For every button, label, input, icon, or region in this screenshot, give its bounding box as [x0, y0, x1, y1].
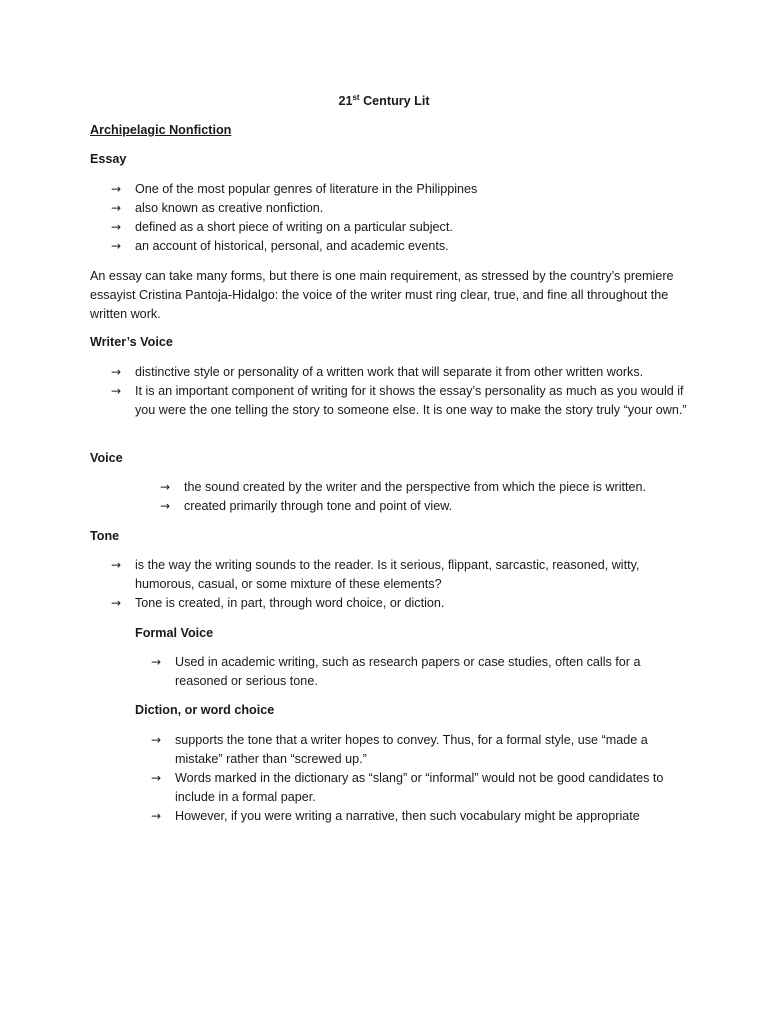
arrow-icon: → [151, 809, 162, 823]
title-number: 21 [338, 94, 353, 108]
heading-essay: Essay [90, 152, 127, 166]
list-item [111, 199, 691, 218]
arrow-icon: → [111, 596, 122, 610]
list-item [111, 363, 691, 382]
arrow-icon: → [160, 480, 171, 494]
list-item [160, 497, 700, 516]
list-item [111, 382, 691, 420]
list-item-text: created primarily through tone and point of view. [184, 499, 453, 513]
heading-voice: Voice [90, 451, 123, 465]
list-item-text: is the way the writing sounds to the reader. Is it serious, flippant, sarcastic, reasoned, witty, humorous, casual, or some mixture of these elements? [135, 558, 640, 591]
essay-paragraph: An essay can take many forms, but there is one main requirement, as stressed by the country’s premiere essayist Cristina Pantoja-Hidalgo: the voice of the writer must ring clear, true, and fine all throughout the written work. [90, 269, 674, 321]
list-item [151, 769, 686, 807]
list-item [151, 807, 686, 826]
writers-voice-bullet-list [111, 363, 691, 420]
arrow-icon: → [111, 558, 122, 572]
list-item-text: Words marked in the dictionary as “slang” or “informal” would not be good candidates to include in a formal paper. [175, 771, 664, 804]
arrow-icon: → [111, 384, 122, 398]
list-item-text: supports the tone that a writer hopes to convey. Thus, for a formal style, use “made a mistake” rather than “screwed up.” [175, 733, 648, 766]
list-item-text: Tone is created, in part, through word choice, or diction. [135, 596, 445, 610]
essay-bullet-list [111, 180, 691, 256]
list-item-text: defined as a short piece of writing on a particular subject. [135, 220, 453, 234]
list-item [151, 653, 661, 691]
heading-formal-voice: Formal Voice [135, 626, 214, 640]
heading-tone: Tone [90, 529, 120, 543]
list-item [111, 237, 691, 256]
list-item-text: also known as creative nonfiction. [135, 201, 324, 215]
list-item [151, 731, 686, 769]
title-rest: Century Lit [359, 94, 430, 108]
heading-diction: Diction, or word choice [135, 703, 275, 717]
formal-voice-bullet-list [151, 653, 661, 691]
page-title [0, 92, 768, 111]
arrow-icon: → [151, 655, 162, 669]
list-item [111, 218, 691, 237]
arrow-icon: → [111, 239, 122, 253]
list-item-text: However, if you were writing a narrative, then such vocabulary might be appropriate [175, 809, 640, 823]
list-item-text: the sound created by the writer and the perspective from which the piece is written. [184, 480, 647, 494]
list-item-text: It is an important component of writing for it shows the essay’s personality as much as you would if you were the one telling the story to someone else. It is one way to make the story truly “your own.” [135, 384, 687, 417]
voice-bullet-list [160, 478, 700, 516]
list-item [160, 478, 700, 497]
list-item-text: distinctive style or personality of a written work that will separate it from other written works. [135, 365, 644, 379]
arrow-icon: → [111, 220, 122, 234]
arrow-icon: → [160, 499, 171, 513]
list-item [111, 180, 691, 199]
arrow-icon: → [151, 733, 162, 747]
heading-writers-voice: Writer’s Voice [90, 335, 173, 349]
list-item-text: an account of historical, personal, and academic events. [135, 239, 449, 253]
arrow-icon: → [111, 201, 122, 215]
arrow-icon: → [151, 771, 162, 785]
tone-bullet-list [111, 556, 671, 613]
title-superscript: st [352, 93, 360, 102]
arrow-icon: → [111, 365, 122, 379]
list-item [111, 594, 671, 613]
list-item-text: Used in academic writing, such as research papers or case studies, often calls for a reasoned or serious tone. [175, 655, 641, 688]
list-item-text: One of the most popular genres of literature in the Philippines [135, 182, 478, 196]
list-item [111, 556, 671, 594]
arrow-icon: → [111, 182, 122, 196]
heading-archipelagic-nonfiction: Archipelagic Nonfiction [90, 123, 232, 137]
diction-bullet-list [151, 731, 686, 826]
